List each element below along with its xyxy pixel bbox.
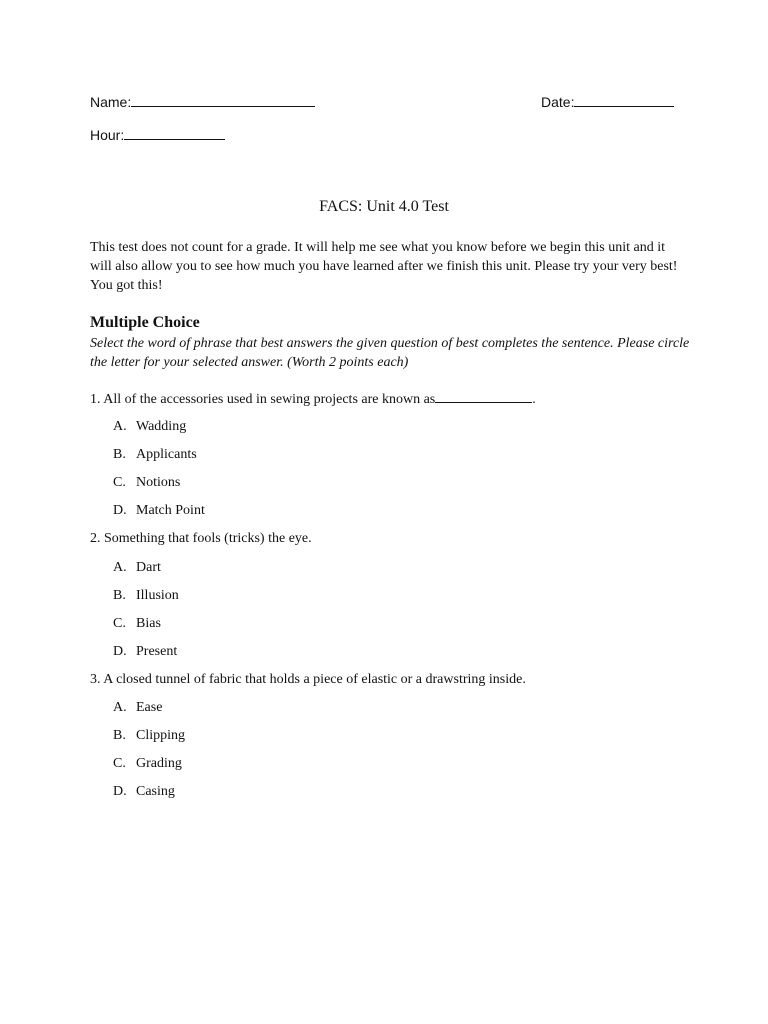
- option-text: Dart: [136, 560, 161, 575]
- option-letter[interactable]: C.: [113, 616, 126, 631]
- option-item[interactable]: [113, 615, 179, 643]
- option-letter[interactable]: B.: [113, 447, 126, 462]
- option-text: Applicants: [136, 447, 197, 462]
- option-text: Illusion: [136, 588, 179, 603]
- option-letter[interactable]: D.: [113, 503, 127, 518]
- hour-label: Hour:: [90, 127, 125, 143]
- option-item[interactable]: [113, 643, 179, 671]
- option-item[interactable]: [113, 699, 185, 727]
- option-item[interactable]: [113, 587, 179, 615]
- name-label: Name:: [90, 94, 132, 110]
- question-1-answer-blank[interactable]: [435, 390, 532, 403]
- option-letter[interactable]: C.: [113, 475, 126, 490]
- option-item[interactable]: [113, 446, 205, 474]
- date-field[interactable]: [541, 94, 674, 110]
- date-label: Date:: [541, 94, 575, 110]
- question-1-text: All of the accessories used in sewing projects are known as: [103, 392, 436, 407]
- question-2-options: [113, 559, 179, 671]
- option-item[interactable]: [113, 727, 185, 755]
- option-letter[interactable]: A.: [113, 560, 127, 575]
- option-item[interactable]: [113, 755, 185, 783]
- option-text: Clipping: [136, 728, 186, 743]
- question-2: [90, 530, 710, 548]
- question-2-number: 2.: [90, 531, 101, 546]
- hour-blank[interactable]: [124, 127, 225, 140]
- option-item[interactable]: [113, 418, 205, 446]
- option-letter[interactable]: D.: [113, 644, 127, 659]
- option-item[interactable]: [113, 559, 179, 587]
- option-text: Notions: [136, 475, 181, 490]
- option-letter[interactable]: A.: [113, 419, 127, 434]
- question-3-number: 3.: [90, 672, 101, 687]
- option-text: Wadding: [136, 419, 187, 434]
- option-item[interactable]: [113, 502, 205, 530]
- option-letter[interactable]: C.: [113, 756, 126, 771]
- question-3: [90, 671, 710, 689]
- option-text: Present: [136, 644, 178, 659]
- hour-field[interactable]: [90, 127, 225, 143]
- question-3-text: A closed tunnel of fabric that holds a piece of elastic or a drawstring inside.: [103, 672, 526, 687]
- section-instructions: Select the word of phrase that best answers the given question of best completes the sentence. Please circle the letter for your selected answer. (Worth 2 points each): [90, 336, 690, 370]
- date-blank[interactable]: [574, 94, 674, 107]
- intro-paragraph: This test does not count for a grade. It will help me see what you know before we begin this unit and it will also allow you to see how much you have learned after we finish this unit. Please try your very best! You got this!: [90, 240, 678, 293]
- question-1-number: 1.: [90, 392, 101, 407]
- section-heading: Multiple Choice: [90, 314, 200, 331]
- option-item[interactable]: [113, 783, 185, 811]
- option-letter[interactable]: D.: [113, 784, 127, 799]
- option-text: Ease: [136, 700, 163, 715]
- question-1-options: [113, 418, 205, 530]
- option-item[interactable]: [113, 474, 205, 502]
- test-title: FACS: Unit 4.0 Test: [319, 198, 449, 215]
- question-1-suffix: .: [532, 392, 536, 407]
- option-letter[interactable]: B.: [113, 588, 126, 603]
- option-text: Match Point: [136, 503, 205, 518]
- option-letter[interactable]: A.: [113, 700, 127, 715]
- option-text: Casing: [136, 784, 175, 799]
- name-blank[interactable]: [131, 94, 315, 107]
- question-2-text: Something that fools (tricks) the eye.: [104, 531, 312, 546]
- name-field[interactable]: [90, 94, 315, 110]
- option-letter[interactable]: B.: [113, 728, 126, 743]
- option-text: Grading: [136, 756, 182, 771]
- question-1: [90, 390, 710, 409]
- option-text: Bias: [136, 616, 161, 631]
- question-3-options: [113, 699, 185, 811]
